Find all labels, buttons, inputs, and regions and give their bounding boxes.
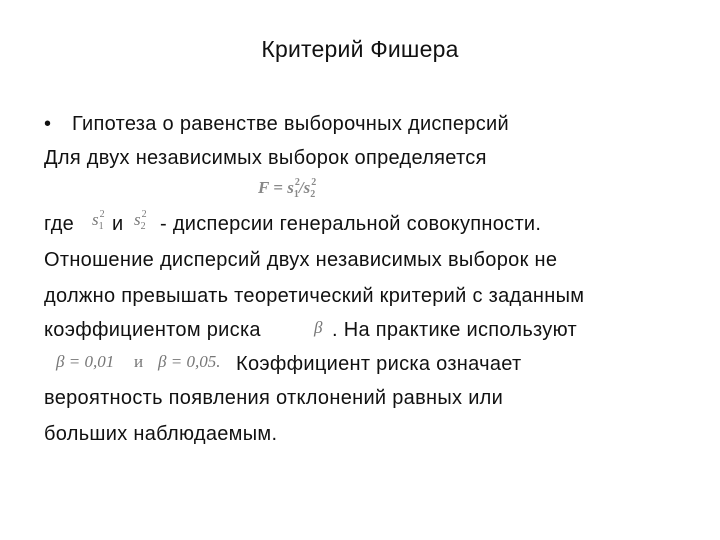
word-and: и bbox=[112, 213, 124, 235]
text-line-3-rest: - дисперсии генеральной совокупности. bbox=[160, 213, 542, 235]
text-line-6a: коэффициентом риска bbox=[44, 319, 261, 341]
text-line-9: больших наблюдаемым. bbox=[44, 423, 278, 445]
text-line-7: Коэффициент риска означает bbox=[236, 353, 522, 375]
text-line-4: Отношение дисперсий двух независимых выборок не bbox=[44, 249, 558, 271]
text-line-6b: . На практике используют bbox=[332, 319, 577, 341]
page-title: Критерий Фишера bbox=[261, 36, 459, 62]
fisher-formula: $F = s^2_1/s^2_2$ bbox=[258, 177, 317, 200]
beta-value-2: β = 0,05. bbox=[158, 352, 221, 371]
bullet-point: • bbox=[44, 113, 52, 135]
text-line-8: вероятность появления отклонений равных или bbox=[44, 387, 504, 409]
s2-squared: $s^2_2$ bbox=[134, 209, 147, 232]
word-where: где bbox=[44, 213, 75, 235]
text-line-2: Для двух независимых выборок определяется bbox=[44, 147, 487, 169]
hypothesis-line: Гипотеза о равенстве выборочных дисперсий bbox=[72, 113, 509, 135]
text-line-5: должно превышать теоретический критерий с заданным bbox=[44, 285, 585, 307]
beta-symbol: β bbox=[314, 318, 323, 337]
formula-and: и bbox=[134, 352, 144, 371]
beta-value-1: β = 0,01 bbox=[56, 352, 115, 371]
s1-squared: $s^2_1$ bbox=[92, 209, 105, 232]
